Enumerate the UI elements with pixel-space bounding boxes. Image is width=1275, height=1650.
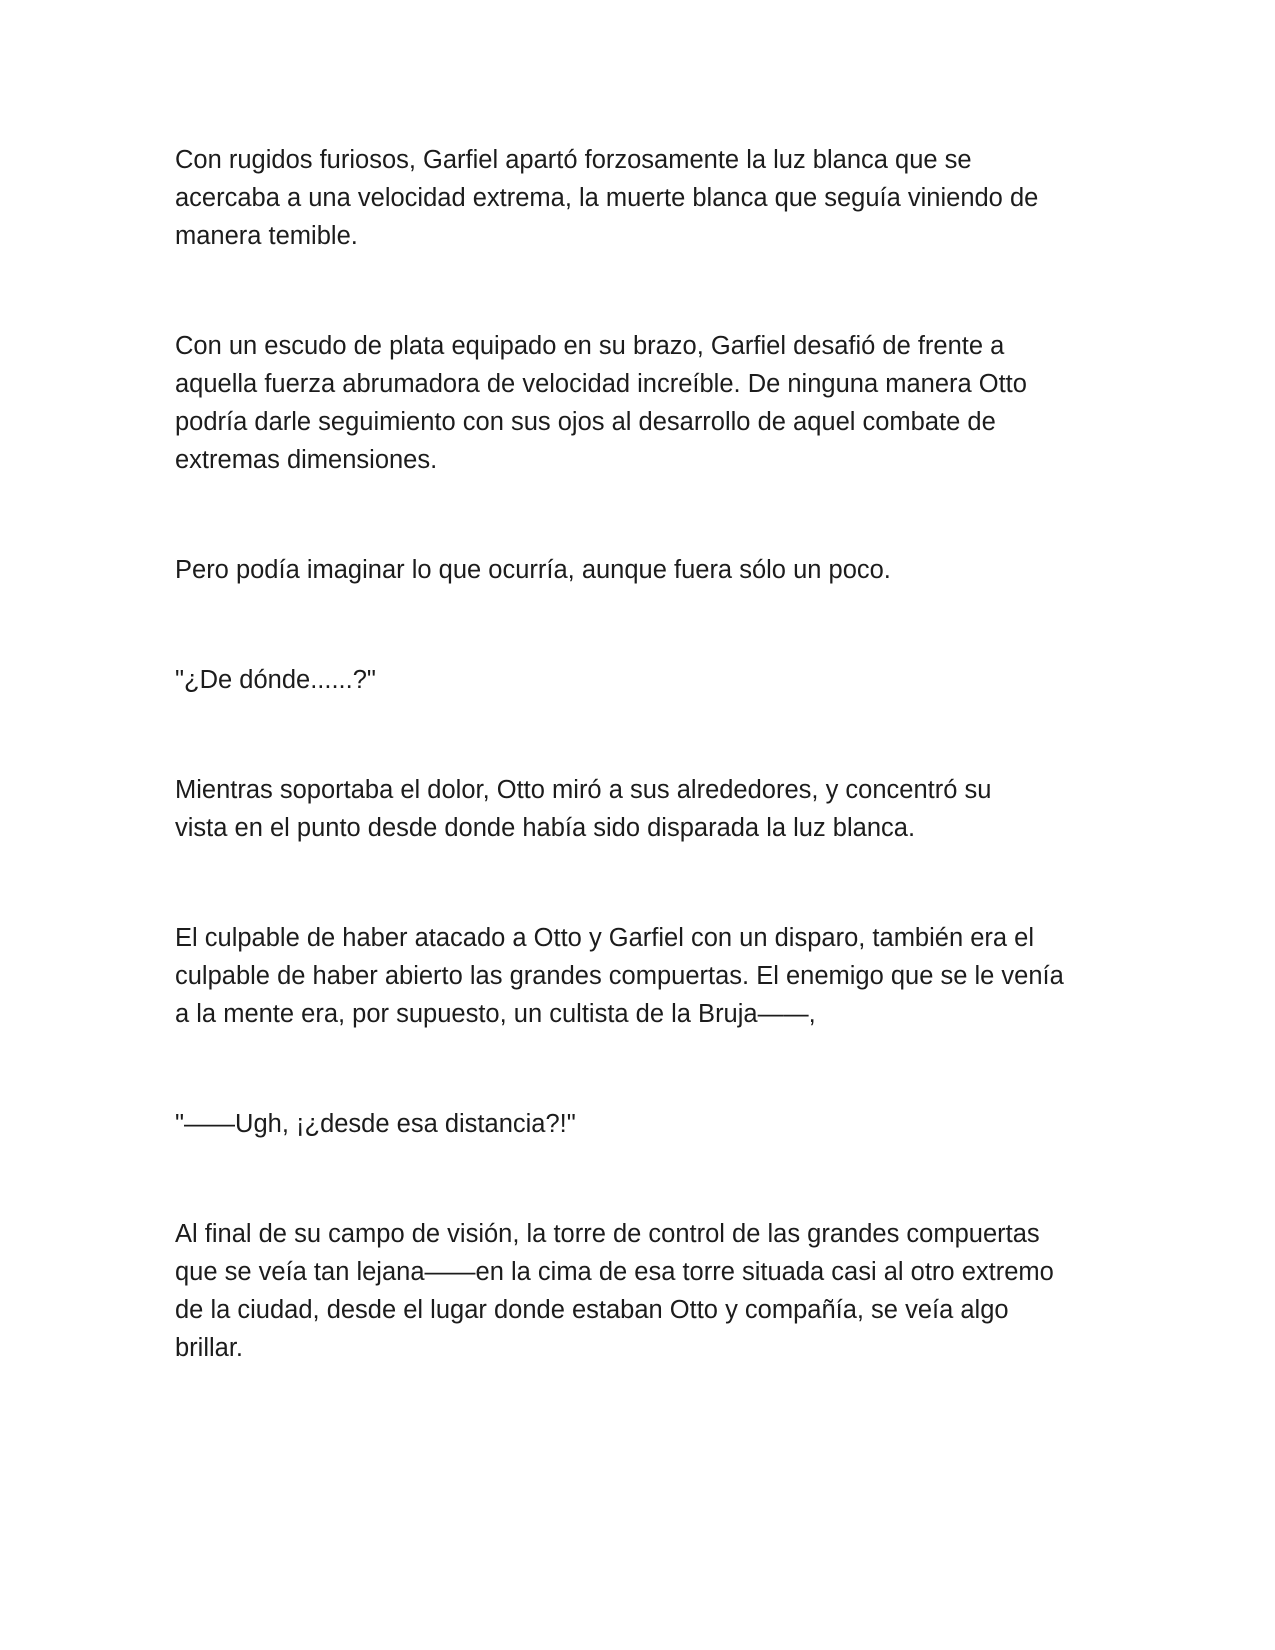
text-line: El culpable de haber atacado a Otto y Garfiel con un disparo, también era el: [175, 924, 1035, 952]
text-line: brillar.: [175, 1334, 244, 1362]
text-line: Mientras soportaba el dolor, Otto miró a sus alrededores, y concentró su: [175, 776, 992, 804]
paragraph-8: [175, 1215, 1105, 1367]
text-line: "¿De dónde......?": [175, 666, 376, 694]
text-line: Pero podía imaginar lo que ocurría, aunque fuera sólo un poco.: [175, 556, 891, 584]
text-line: culpable de haber abierto las grandes compuertas. El enemigo que se le venía: [175, 962, 1064, 990]
paragraph-7-dialogue: [175, 1105, 1105, 1143]
text-line: Con un escudo de plata equipado en su brazo, Garfiel desafió de frente a: [175, 332, 1005, 360]
text-line: extremas dimensiones.: [175, 446, 438, 474]
text-line: "——Ugh, ¡¿desde esa distancia?!": [175, 1110, 576, 1138]
text-line: manera temible.: [175, 222, 358, 250]
text-line: acercaba a una velocidad extrema, la muerte blanca que seguía viniendo de: [175, 184, 1039, 212]
paragraph-4-dialogue: [175, 661, 1105, 699]
paragraph-1: [175, 141, 1105, 255]
text-line: podría darle seguimiento con sus ojos al desarrollo de aquel combate de: [175, 408, 996, 436]
paragraph-5: [175, 771, 1105, 847]
paragraph-3: [175, 551, 1105, 589]
text-line: vista en el punto desde donde había sido disparada la luz blanca.: [175, 814, 916, 842]
paragraph-2: [175, 327, 1105, 479]
text-line: de la ciudad, desde el lugar donde estaban Otto y compañía, se veía algo: [175, 1296, 1009, 1324]
paragraph-6: [175, 919, 1105, 1033]
text-line: aquella fuerza abrumadora de velocidad increíble. De ninguna manera Otto: [175, 370, 1027, 398]
text-line: Al final de su campo de visión, la torre de control de las grandes compuertas: [175, 1220, 1040, 1248]
document-body: [175, 141, 1105, 1367]
text-line: que se veía tan lejana——en la cima de esa torre situada casi al otro extremo: [175, 1258, 1054, 1286]
text-line: a la mente era, por supuesto, un cultista de la Bruja——,: [175, 1000, 816, 1028]
text-line: Con rugidos furiosos, Garfiel apartó forzosamente la luz blanca que se: [175, 146, 972, 174]
